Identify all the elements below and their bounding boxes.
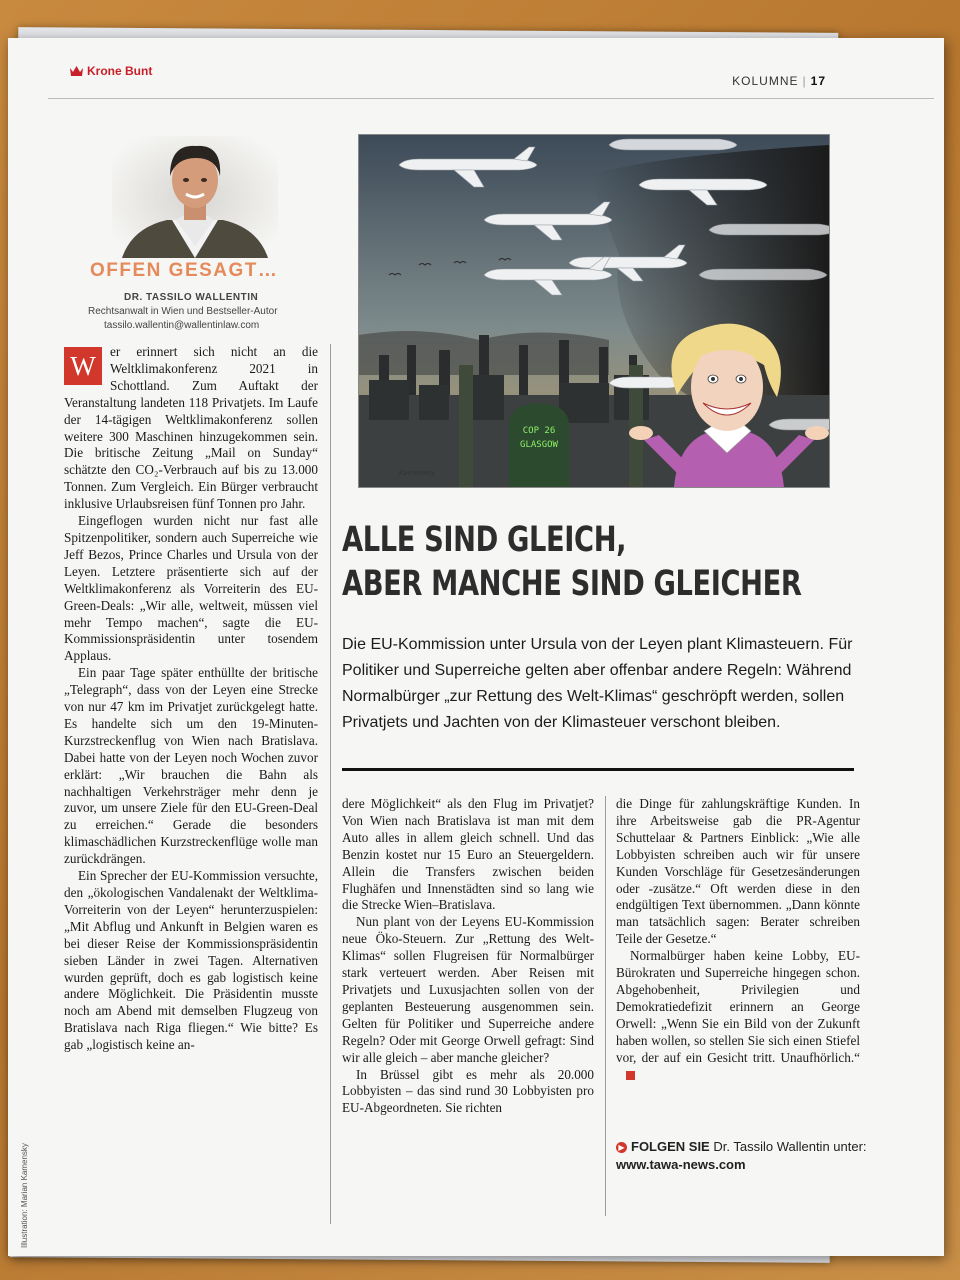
- brand-logo: [70, 64, 152, 78]
- crown-icon: [70, 66, 83, 76]
- cartoon-signature: Kamensky: [399, 469, 436, 477]
- author-email: tassilo.wallentin@wallentinlaw.com: [104, 320, 260, 331]
- paragraph: Eingeflogen wurden nicht nur fast alle Spitzenpolitiker, sondern auch Superreiche wie Jeff Bezos, Prince Charles und Ursula von der Leyen. Letztere präsentierte sich auf der Weltklimakonferenz als Vorreiterin des EU-Green-Deals: „Wir alle, weltweit, müssen viel mehr Tempo machen“, sagte die EU-Kommissionspräsidentin unter tosendem Applaus.: [64, 513, 318, 664]
- article-column-right: [616, 796, 860, 1083]
- headline-line2: ABER MANCHE SIND GLEICHER: [342, 564, 802, 604]
- section-header: [732, 74, 826, 88]
- follow-label: FOLGEN SIE: [631, 1139, 710, 1154]
- follow-text: Dr. Tassilo Wallentin unter:: [713, 1139, 867, 1154]
- headline-line1: ALLE SIND GLEICH,: [342, 520, 627, 560]
- author-portrait: [112, 136, 278, 258]
- paragraph: die Dinge für zahlungskräftige Kunden. In ihre Arbeitsweise gab die PR-Agentur Schuttelaar & Partners Einblick: „Wie alle Lobbyisten schreiben auch wir für unsere Kunden Vorschläge für Gesetzesänderungen oder -zusätze.“ Oft werden diese in den endgültigen Text übernommen. „Dann könnte man tatsächlich sagen: Berater schreiben Teile der Gesetze.“: [616, 796, 860, 947]
- paragraph: Nun plant von der Leyens EU-Kommission neue Öko-Steuern. Zur „Rettung des Welt-Klimas“ sollen Flugreisen für Normalbürger stark verteuert werden. Aber Reisen mit Privatjets und Luxusjachten sollen von der geplanten Besteuerung ausgenommen sein. Gelten für Politiker und Superreiche andere Regeln? Oder mit George Orwell gefragt: Sind wir alle gleich – aber manche gleicher?: [342, 914, 594, 1065]
- headline: [342, 518, 802, 606]
- article-column-left: [64, 344, 318, 1054]
- illustration-credit: Illustration: Marian Kamensky: [20, 1143, 29, 1248]
- section-separator: |: [802, 74, 807, 88]
- cartoon-sign-line1: COP 26: [522, 426, 556, 436]
- paragraph-text: Normalbürger haben keine Lobby, EU-Bürokraten und Superreiche hingegen schon. Abgehobenheit, Privilegien und Demokratiedefizit erinnern an George Orwell: „Wenn Sie ein Bild von der Zukunft haben wollen, so stellen Sie sich einen Stiefel vor, der auf ein Gesicht tritt. Unaufhörlich.“: [616, 948, 860, 1065]
- column-title: OFFEN GESAGT…: [90, 260, 279, 281]
- arrow-right-icon: ▶: [616, 1142, 627, 1153]
- paragraph: Ein paar Tage später enthüllte der britische „Telegraph“, dass von der Leyen eine Strecke von nur 47 km im Privatjet zurückgelegt hatte. Es handelte sich um den 19-Minuten-Kurzstreckenflug von Wien nach Bratislava. Dabei hatte von der Leyen noch Wochen zuvor erklärt: „Wir brauchen die Bahn als nachhaltigen Verkehrsträger mehr denn je zuvor, um unsere Ziele für den EU-Green-Deal zu erreichen.“ Gerade die besonders klimaschädlichen Kurzstreckenflüge wolle man zurückdrängen.: [64, 665, 318, 867]
- cartoon-sign-line2: GLASGOW: [520, 440, 558, 450]
- article-column-middle: [342, 796, 594, 1117]
- paragraph: In Brüssel gibt es mehr als 20.000 Lobbyisten – das sind rund 30 Lobbyisten pro EU-Abgeordneten. Sie richten: [342, 1066, 594, 1116]
- paragraph-text: er erinnert sich nicht an die Weltklimakonferenz 2021 in Schottland. Zum Auftakt der Veranstaltung landeten 118 Privatjets. Im Laufe der 14-tägigen Weltklimakonferenz sollen weitere 300 Maschinen hinzugekommen sein. Die britische Zeitung „Mail on Sunday“ schätzte den CO₂-Verbrauch auf bis zu 13.000 Tonnen. Zum Vergleich. Ein Bürger verbraucht inklusive Urlaubsreisen fünf Tonnen pro Jahr.: [64, 344, 318, 512]
- author-role: Rechtsanwalt in Wien und Bestseller-Autor: [88, 306, 278, 317]
- column-divider: [605, 796, 606, 1216]
- section-name: KOLUMNE: [732, 74, 799, 88]
- paragraph: [64, 344, 318, 513]
- brand-name: Krone Bunt: [87, 64, 153, 78]
- magazine-page: [8, 38, 944, 1256]
- follow-url[interactable]: www.tawa-news.com: [616, 1157, 746, 1172]
- header-rule: [48, 98, 934, 99]
- end-mark-icon: [626, 1071, 635, 1080]
- cartoon-illustration: [358, 134, 830, 488]
- column-divider: [330, 344, 331, 1224]
- paragraph: Ein Sprecher der EU-Kommission versuchte, den „ökologischen Vandalenakt der Weltklima-Vorreiterin von der Leyen“ herunterzuspielen: „Mit Abflug und Ankunft in Belgien waren es bei dieser Reise der Kommissionspräsidentin sieben Länder in zwei Tagen. Alternativen wurden geprüft, doch es gab logistisch keine andere Möglichkeit. Die Präsidentin musste noch am Abend mit demselben Flugzeug von Bratislava nach Riga fliegen.“ Wie bitte? Es gab „logistisch keine an-: [64, 868, 318, 1053]
- author-name: DR. TASSILO WALLENTIN: [124, 292, 259, 303]
- lead-paragraph: Die EU-Kommission unter Ursula von der Leyen plant Klimasteuern. Für Politiker und Superreiche gelten aber offenbar andere Regeln: Während Normalbürger „zur Rettung des Welt-Klimas“ geschröpft werden, sollen Privatjets und Jachten von der Klimasteuer verschont bleiben.: [342, 636, 853, 731]
- paragraph: [616, 948, 860, 1083]
- page-number: 17: [810, 74, 826, 88]
- paragraph: dere Möglichkeit“ als den Flug im Privatjet? Von Wien nach Bratislava ist man mit dem Auto alles in allem gleich schnell. Und das Benzin kostet nur 15 Euro an Steuergeldern. Allein die Transfers zwischen beiden Flughäfen und Innenstädten sind so lang wie die Strecke Wien–Bratislava.: [342, 796, 594, 913]
- follow-note: [616, 1138, 876, 1174]
- drop-cap: W: [64, 347, 102, 385]
- lead-divider: [342, 768, 854, 771]
